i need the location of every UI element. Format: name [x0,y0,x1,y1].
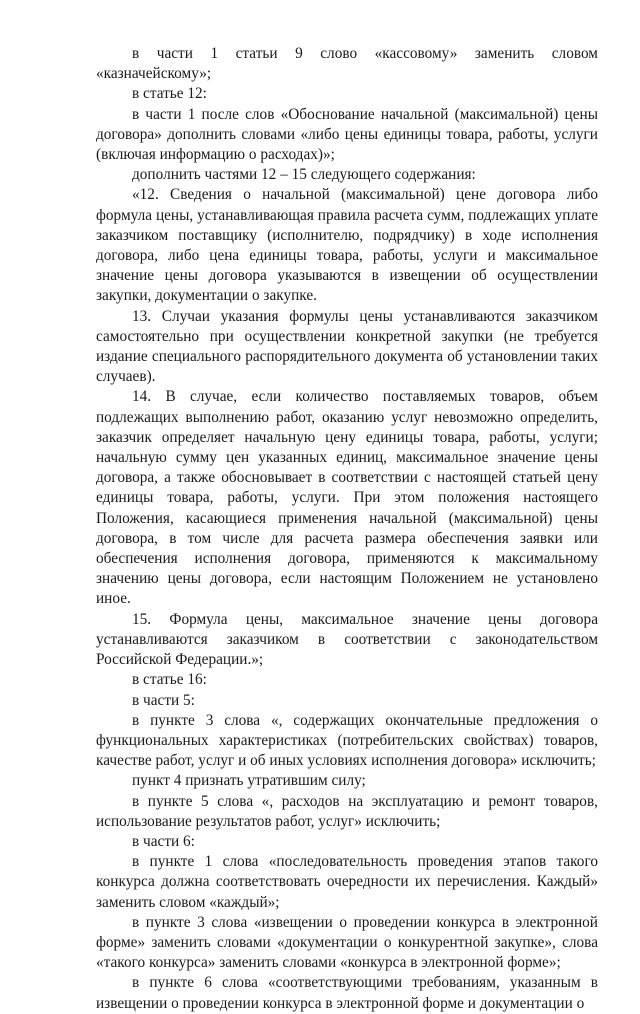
paragraph: в части 5: [132,691,195,709]
paragraph: «12. Сведения о начальной (максимальной) цене договора либо формула цены, устанавливающая правила расчета сумм, подлежащих уплате заказчиком поставщику (исполнителю, подрядчику) в ходе исполнения договора, либо цена единицы товара, работы, услуги и максимальное значение цены договора указываются в извещении об осуществлении закупки, документации о закупке. [96,186,598,305]
paragraph: в пункте 3 слова «извещении о проведении конкурса в электронной форме» заменить словами «документации о конкурентной закупке», слова «такого конкурса» заменить словами «конкурса в электронной форме»; [96,913,598,972]
paragraph: в части 1 статьи 9 слово «кассовому» заменить словом «казначейскому»; [96,45,598,83]
paragraph: в пункте 3 слова «, содержащих окончательные предложения о функциональных характеристиках (потребительских свойствах) товаров, качестве работ, услуг и об иных условиях исполнения договора» исключить; [96,711,598,770]
paragraph: 14. В случае, если количество поставляемых товаров, объем подлежащих выполнению работ, оказанию услуг невозможно определить, заказчик определяет начальную цену единицы товара, работы, услуги; начальную сумму цен указанных единиц, максимальное значение цены договора, а также обосновывает в соответствии с настоящей статьей цену единицы товара, работы, услуги. При этом положения настоящего Положения, касающиеся применения начальной (максимальной) цены договора, в том числе для расчета размера обеспечения заявки или обеспечения исполнения договора, применяются к максимальному значению цены договора, если настоящим Положением не установлено иное. [96,388,598,608]
paragraph: пункт 4 признать утратившим силу; [132,772,366,790]
paragraph: в статье 12: [132,85,207,103]
paragraph: в пункте 5 слова «, расходов на эксплуатацию и ремонт товаров, использование результатов работ, услуг» исключить; [96,792,598,830]
paragraph: 13. Случаи указания формулы цены устанавливаются заказчиком самостоятельно при осуществлении конкретной закупки (не требуется издание специального распорядительного документа об установлении таких случаев). [96,307,598,386]
paragraph: 15. Формула цены, максимальное значение цены договора устанавливаются заказчиком в соответствии с законодательством Российской Федерации.»; [96,610,598,669]
paragraph: в статье 16: [132,671,207,689]
document-body [96,44,598,1014]
paragraph: в части 1 после слов «Обоснование начальной (максимальной) цены договора» дополнить словами «либо цены единицы товара, работы, услуги (включая информацию о расходах)»; [96,105,598,164]
paragraph: в части 6: [132,832,195,850]
paragraph: в пункте 6 слова «соответствующими требованиям, указанным в извещении о проведении конкурса в электронной форме и документации о [96,974,598,1012]
paragraph: в пункте 1 слова «последовательность проведения этапов такого конкурса должна соответствовать очередности их перечисления. Каждый» заменить словом «каждый»; [96,853,598,911]
paragraph: дополнить частями 12 – 15 следующего содержания: [132,166,476,184]
